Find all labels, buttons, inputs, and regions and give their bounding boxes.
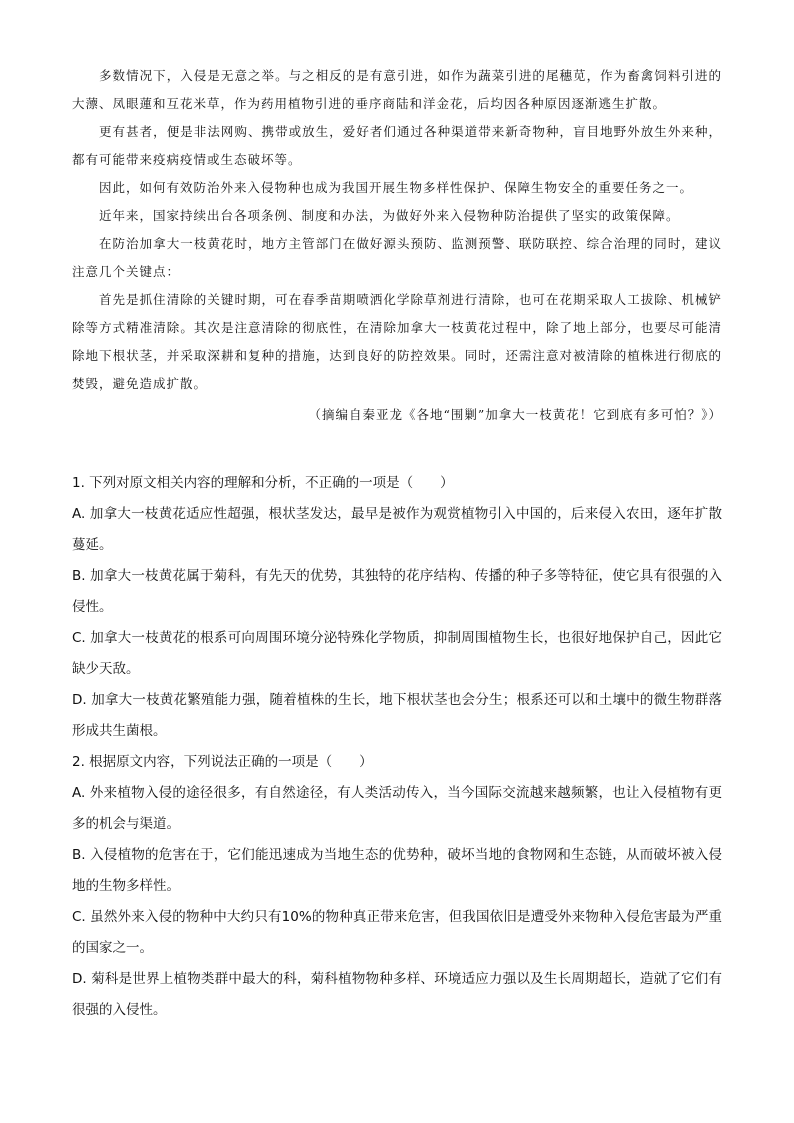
passage-paragraph: 更有甚者，便是非法网购、携带或放生，爱好者们通过各种渠道带来新奇物种，盲目地野外放生外来种，都有可能带来疫病疫情或生态破坏等。 [72, 124, 722, 167]
passage-paragraph: 多数情况下，入侵是无意之举。与之相反的是有意引进，如作为蔬菜引进的尾穗苋，作为畜禽饲料引进的大薸、凤眼蓮和互花米草，作为药用植物引进的垂序商陆和洋金花，后均因各种原因逐渐逃生扩散。 [72, 68, 722, 111]
option-b: B. 入侵植物的危害在于，它们能迅速成为当地生态的优势种，破坏当地的食物网和生态链，从而破坏被入侵地的生物多样性。 [72, 847, 722, 894]
option-d: D. 加拿大一枝黄花繁殖能力强，随着植株的生长，地下根状茎也会分生；根系还可以和土壤中的微生物群落形成共生菌根。 [72, 692, 722, 739]
passage-paragraph: 近年来，国家持续出台各项条例、制度和办法，为做好外来入侵物种防治提供了坚实的政策保障。 [99, 208, 680, 223]
option-c: C. 虽然外来入侵的物种中大约只有10%的物种真正带来危害，但我国依旧是遭受外来物种入侵危害最为严重的国家之一。 [72, 909, 722, 956]
passage-paragraph: 在防治加拿大一枝黄花时，地方主管部门在做好源头预防、监测预警、联防联控、综合治理的同时，建议注意几个关键点： [72, 236, 722, 279]
option-d: D. 菊科是世界上植物类群中最大的科，菊科植物物种多样、环境适应力强以及生长周期超长，造就了它们有很强的入侵性。 [72, 971, 722, 1018]
option-b: B. 加拿大一枝黄花属于菊科，有先天的优势，其独特的花序结构、传播的种子多等特征，使它具有很强的入侵性。 [72, 568, 722, 615]
passage-paragraph: 因此，如何有效防治外来入侵物种也成为我国开展生物多样性保护、保障生物安全的重要任务之一。 [99, 180, 694, 195]
question-list [72, 468, 722, 1026]
question-stem: 2. 根据原文内容，下列说法正确的一项是（ ） [72, 754, 373, 770]
reading-passage [72, 62, 722, 429]
passage-source: （摘编自秦亚龙《各地“围剿”加拿大一枝黄花！它到底有多可怕？》） [308, 407, 722, 422]
question-2 [72, 747, 722, 1026]
option-a: A. 外来植物入侵的途径很多，有自然途径，有人类活动传入，当今国际交流越来越频繁，也让入侵植物有更多的机会与渠道。 [72, 785, 722, 832]
option-c: C. 加拿大一枝黄花的根系可向周围环境分泌特殊化学物质，抑制周围植物生长，也很好地保护自己，因此它缺少天敌。 [72, 630, 722, 677]
option-a: A. 加拿大一枝黄花适应性超强，根状茎发达，最早是被作为观赏植物引入中国的，后来侵入农田，逐年扩散蔓延。 [72, 506, 722, 553]
question-stem: 1. 下列对原文相关内容的理解和分析，不正确的一项是（ ） [72, 475, 454, 491]
passage-paragraph: 首先是抓住清除的关键时期，可在春季苗期喷洒化学除草剂进行清除，也可在花期采取人工拔除、机械铲除等方式精准清除。其次是注意清除的彻底性，在清除加拿大一枝黄花过程中，除了地上部分，也要尽可能清除地下根状茎，并采取深耕和复种的措施，达到良好的防控效果。同时，还需注意对被清除的植株进行彻底的焚毁，避免造成扩散。 [72, 292, 722, 391]
question-1 [72, 468, 722, 747]
